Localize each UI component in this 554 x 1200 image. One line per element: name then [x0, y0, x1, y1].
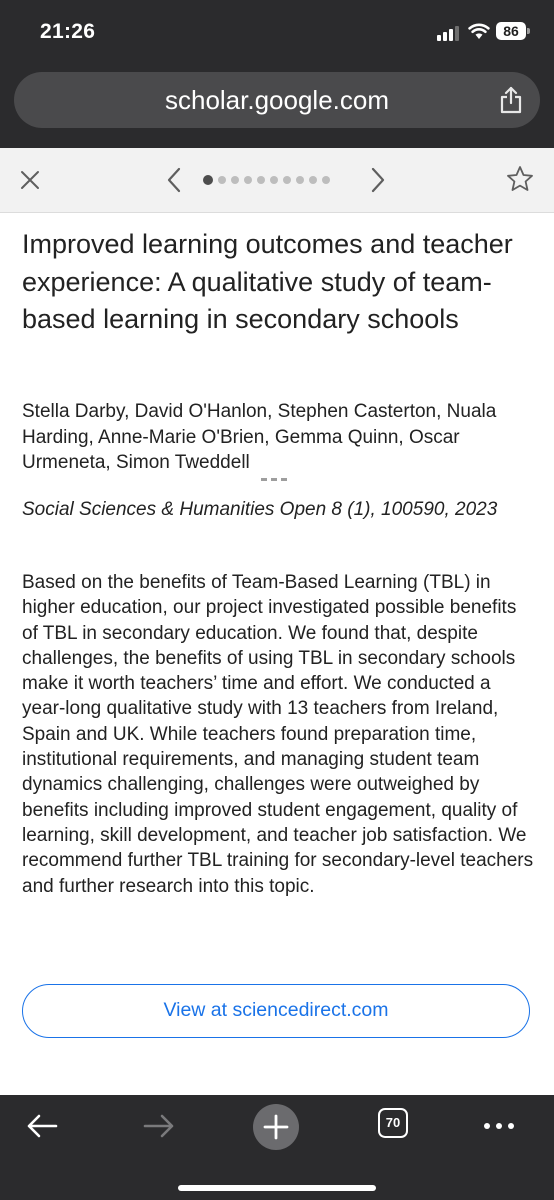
new-tab-button[interactable] [253, 1104, 299, 1150]
pager-dot[interactable] [309, 176, 317, 184]
pager-dot[interactable] [244, 176, 252, 184]
result-pager-dots[interactable] [203, 175, 330, 185]
view-at-sciencedirect-button[interactable]: View at sciencedirect.com [22, 984, 530, 1038]
article-authors: Stella Darby, David O'Hanlon, Stephen Casterton, Nuala Harding, Anne-Marie O'Brien, Gemma Quinn, Oscar Urmeneta, Simon Tweddell [22, 401, 497, 473]
url-text[interactable]: scholar.google.com [164, 85, 390, 115]
close-icon[interactable] [18, 168, 42, 192]
article-title: Improved learning outcomes and teacher experience: A qualitative study of team-based learning in secondary schools [22, 229, 513, 334]
pager-dot[interactable] [322, 176, 330, 184]
pager-dot[interactable] [283, 176, 291, 184]
article-abstract: Based on the benefits of Team-Based Learning (TBL) in higher education, our project investigated possible benefits of TBL in secondary education. We found that, despite challenges, the benefits of using TBL in secondary schools make it worth teachers’ time and effort. We conducted a year-long qualitative study with 13 teachers from Ireland, Spain and UK. While teachers found preparation time, institutional requirements, and managing student team dynamics challenging, challenges were outweighed by benefits including improved student engagement, quality of learning, skill development, and teacher job satisfaction. We recommend further TBL training for secondary-level teachers and further research into this topic. [22, 572, 534, 897]
share-icon[interactable] [498, 86, 524, 114]
plus-icon [253, 1104, 299, 1150]
star-icon[interactable] [505, 164, 535, 194]
pager-dot[interactable] [296, 176, 304, 184]
pager-dot[interactable] [270, 176, 278, 184]
tab-count-button[interactable]: 70 [378, 1108, 408, 1138]
arrow-right-icon[interactable] [142, 1111, 176, 1141]
address-bar[interactable] [14, 72, 540, 128]
wifi-icon [468, 22, 490, 40]
pager-dot[interactable] [257, 176, 265, 184]
pager-dot[interactable] [218, 176, 226, 184]
more-horizontal-icon[interactable] [484, 1123, 514, 1129]
drag-handle[interactable] [261, 478, 287, 481]
chevron-right-icon[interactable] [366, 167, 388, 193]
article-source: Social Sciences & Humanities Open 8 (1), 100590, 2023 [22, 499, 498, 520]
chevron-left-icon[interactable] [164, 167, 186, 193]
pager-dot[interactable] [231, 176, 239, 184]
home-indicator[interactable] [178, 1185, 376, 1191]
battery-indicator: 86 [496, 22, 526, 40]
browser-chrome [0, 0, 554, 148]
status-time: 21:26 [40, 20, 96, 43]
battery-tip [527, 28, 530, 34]
arrow-left-icon[interactable] [25, 1111, 59, 1141]
result-toolbar [0, 148, 554, 213]
pager-dot[interactable] [203, 175, 213, 185]
cellular-signal-icon [437, 25, 459, 41]
